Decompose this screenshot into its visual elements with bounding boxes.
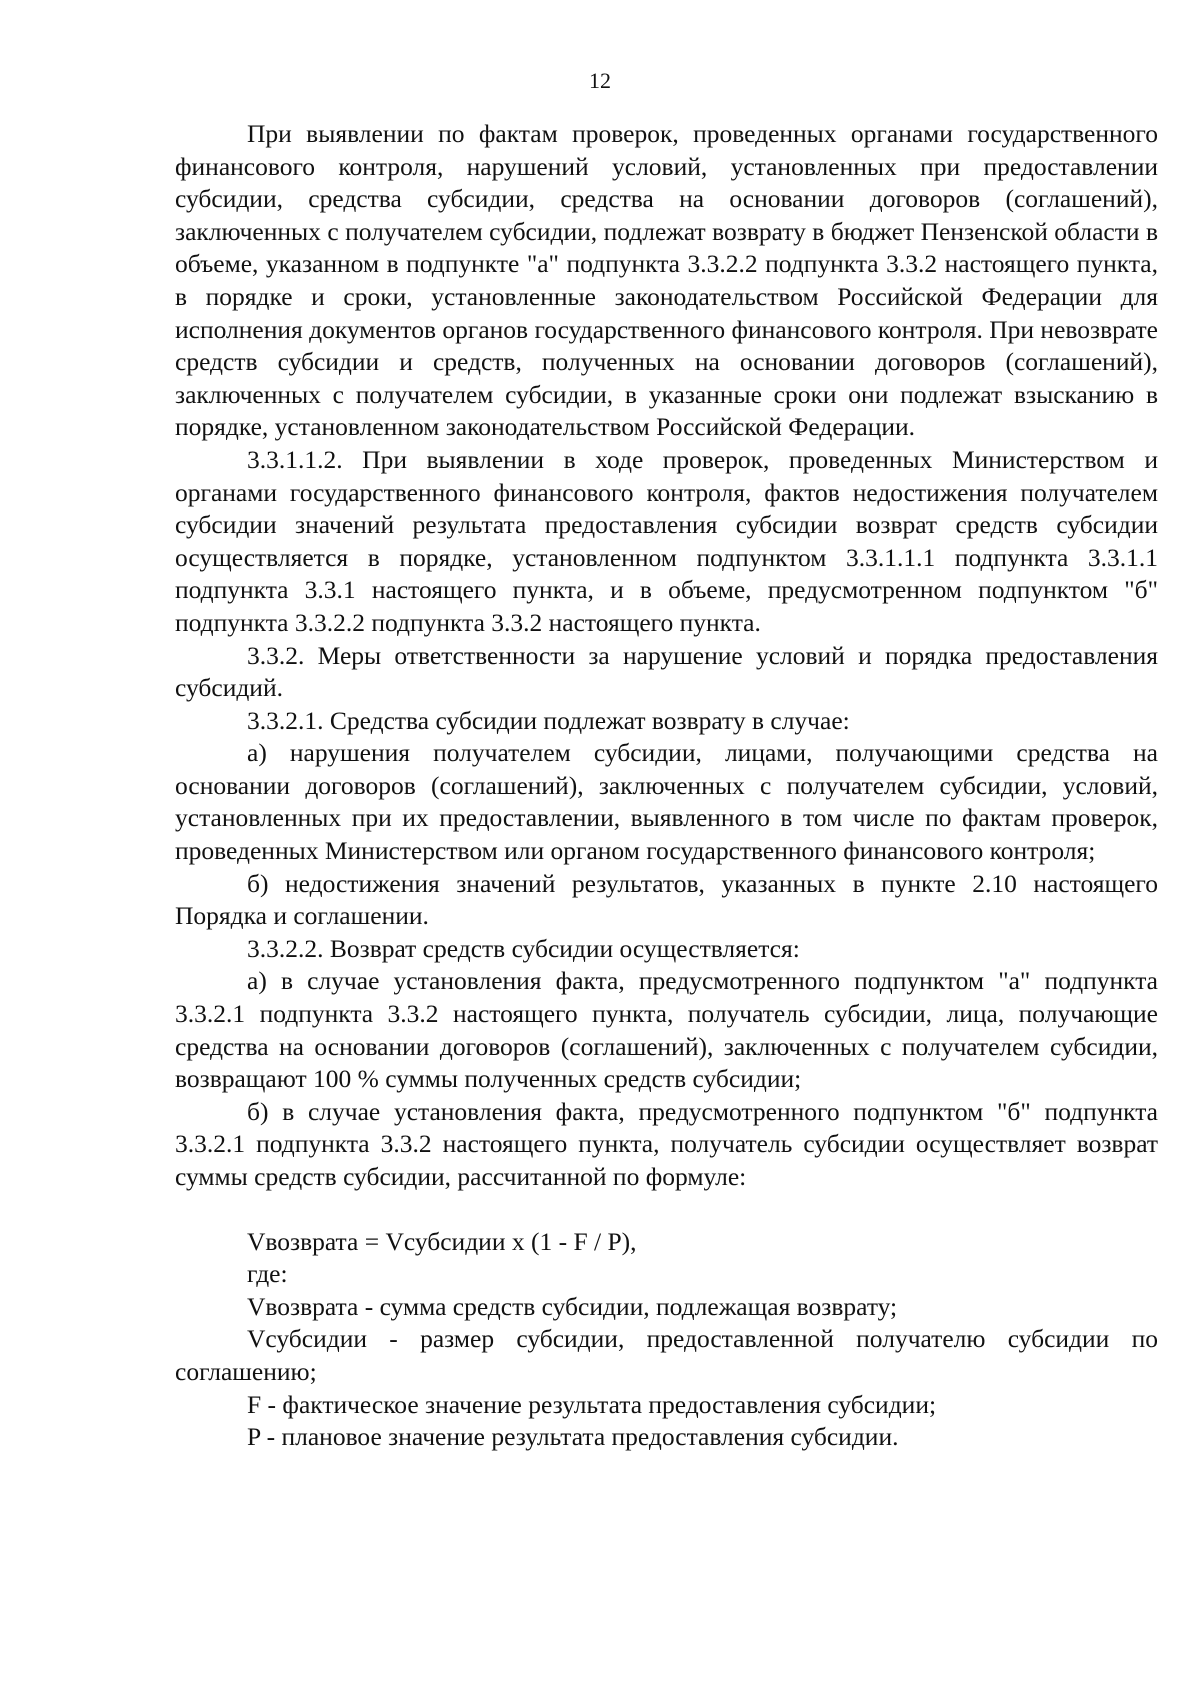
paragraph-return-control-violations: При выявлении по фактам проверок, проведенных органами государственного финансового контроля, нарушений условий, установленных при предоставлении субсидии, средства субсидии, средства на основании договоров (соглашений), заключенных с получателем субсидии, подлежат возврату в бюджет Пензенской области в объеме, указанном в подпункте "а" подпункта 3.3.2.2 подпункта 3.3.2 настоящего пункта, в порядке и сроки, установленные законодательством Российской Федерации для исполнения документов органов государственного финансового контроля. При невозврате средств субсидии и средств, полученных на основании договоров (соглашений), заключенных с получателем субсидии, в указанные сроки они подлежат взысканию в порядке, установленном законодательством Российской Федерации. xyxy=(175,119,1158,442)
paragraph-3-3-2-1-b: б) недостижения значений результатов, указанных в пункте 2.10 настоящего Порядка и соглашении. xyxy=(175,868,1158,931)
paragraph-3-3-2: 3.3.2. Меры ответственности за нарушение условий и порядка предоставления субсидий. xyxy=(175,640,1158,703)
paragraph-3-3-1-1-2: 3.3.1.1.2. При выявлении в ходе проверок, проведенных Министерством и органами государственного финансового контроля, фактов недостижения получателем субсидии значений результата предоставления субсидии возврат средств субсидии осуществляется в порядке, установленном подпунктом 3.3.1.1.1 подпункта 3.3.1.1 подпункта 3.3.1 настоящего пункта, и в объеме, предусмотренном подпунктом "б" подпункта 3.3.2.2 подпункта 3.3.2 настоящего пункта. xyxy=(175,444,1158,637)
paragraph-3-3-2-2-b: б) в случае установления факта, предусмотренного подпунктом "б" подпункта 3.3.2.1 подпункта 3.3.2 настоящего пункта, получатель субсидии осуществляет возврат суммы средств субсидии, рассчитанной по формуле: xyxy=(175,1096,1158,1191)
formula-definition-actual: F - фактическое значение результата предоставления субсидии; xyxy=(247,1389,937,1419)
page-number: 12 xyxy=(589,68,611,93)
formula-block xyxy=(175,1226,1158,1454)
paragraph-3-3-2-2-a: а) в случае установления факта, предусмотренного подпунктом "а" подпункта 3.3.2.1 подпункта 3.3.2 настоящего пункта, получатель субсидии, лица, получающие средства на основании договоров (соглашений), заключенных с получателем субсидии, возвращают 100 % суммы полученных средств субсидии; xyxy=(175,966,1158,1094)
formula-where: где: xyxy=(247,1259,288,1289)
formula-definition-subsidy: Vсубсидии - размер субсидии, предоставленной получателю субсидии по соглашению; xyxy=(175,1324,1158,1386)
formula-definition-planned: P - плановое значение результата предоставления субсидии. xyxy=(247,1422,899,1452)
paragraph-3-3-2-2: 3.3.2.2. Возврат средств субсидии осуществляется: xyxy=(247,933,800,963)
formula-definition-return: Vвозврата - сумма средств субсидии, подлежащая возврату; xyxy=(247,1291,898,1321)
formula-expression: Vвозврата = Vсубсидии x (1 - F / P), xyxy=(247,1226,637,1256)
document-body xyxy=(175,118,1158,1454)
paragraph-3-3-2-1-a: а) нарушения получателем субсидии, лицами, получающими средства на основании договоров (соглашений), заключенных с получателем субсидии, условий, установленных при их предоставлении, выявленного в том числе по фактам проверок, проведенных Министерством или органом государственного финансового контроля; xyxy=(175,738,1158,866)
paragraph-3-3-2-1: 3.3.2.1. Средства субсидии подлежат возврату в случае: xyxy=(247,705,850,735)
